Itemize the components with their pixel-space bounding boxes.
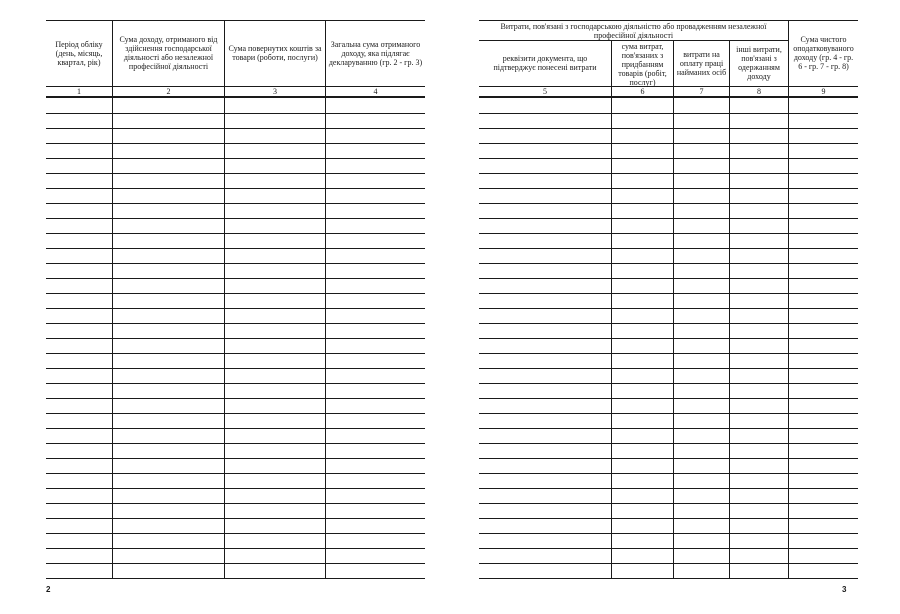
table-row (479, 353, 858, 354)
table-row (479, 413, 858, 414)
table-row (46, 578, 425, 579)
table-row (479, 188, 858, 189)
table-row (479, 113, 858, 114)
table-row (46, 338, 425, 339)
table-row (479, 233, 858, 234)
column-divider (611, 40, 612, 578)
header-expenses-group: Витрати, пов'язані з господарською діяльністю або провадженням незалежної професійної діяльності (500, 22, 767, 40)
table-row (479, 503, 858, 504)
table-row (46, 143, 425, 144)
table-row (46, 428, 425, 429)
table-row (479, 128, 858, 129)
table-row (46, 203, 425, 204)
table-row (479, 263, 858, 264)
table-row (479, 458, 858, 459)
table-row (46, 188, 425, 189)
table-row (479, 308, 858, 309)
table-row (479, 488, 858, 489)
table-row (479, 548, 858, 549)
column-number-7: 7 (699, 86, 704, 96)
table-row (479, 398, 858, 399)
table-row (46, 563, 425, 564)
column-divider (112, 20, 113, 578)
table-row (479, 218, 858, 219)
column-number-9: 9 (821, 86, 826, 96)
column-number-4: 4 (373, 86, 378, 96)
table-row (479, 368, 858, 369)
table-row (46, 128, 425, 129)
table-row (46, 233, 425, 234)
header-other-expenses: інші витрати, пов'язані з одержанням доходу (736, 45, 782, 81)
table-row (46, 173, 425, 174)
table-row (479, 518, 858, 519)
table-row (46, 278, 425, 279)
table-row (46, 473, 425, 474)
table-row (46, 368, 425, 369)
column-number-1: 1 (77, 86, 81, 96)
header-document-details: реквізити документа, що підтверджує понесені витрати (493, 54, 597, 72)
table-top-border (479, 20, 858, 21)
page-number: 2 (46, 585, 51, 594)
table-row (479, 203, 858, 204)
numbers-bottom-border (46, 96, 425, 98)
column-number-5: 5 (543, 86, 547, 96)
header-income-amount: Сума доходу, отриманого від здійснення господарської діяльності або незалежної професійної діяльності (119, 35, 218, 71)
header-net-taxable-income: Сума чистого оподатковуваного доходу (гр. 4 - гр. 6 - гр. 7 - гр. 8) (793, 35, 854, 71)
table-row (46, 458, 425, 459)
column-divider (788, 20, 789, 578)
header-goods-expenses: сума витрат, пов'язаних з придбанням товарів (робіт, послуг) (618, 41, 667, 87)
table-row (479, 158, 858, 159)
column-divider (729, 40, 730, 578)
table-row (46, 503, 425, 504)
header-labor-expenses: витрати на оплату праці найманих осіб (676, 49, 727, 77)
table-row (479, 293, 858, 294)
table-row (46, 518, 425, 519)
table-row (46, 353, 425, 354)
table-row (46, 383, 425, 384)
table-row (46, 248, 425, 249)
table-row (46, 443, 425, 444)
right-page (450, 0, 900, 614)
column-divider (673, 40, 674, 578)
header-returned-funds: Сума повернутих коштів за товари (роботи, послуги) (228, 44, 322, 62)
table-row (479, 173, 858, 174)
table-row (479, 323, 858, 324)
page-number: 3 (842, 585, 847, 594)
table-row (46, 218, 425, 219)
table-row (46, 548, 425, 549)
table-row (479, 338, 858, 339)
column-number-3: 3 (273, 86, 277, 96)
table-row (479, 428, 858, 429)
table-row (46, 113, 425, 114)
header-total-declared-income: Загальна сума отриманого доходу, яка підлягає декларуванню (гр. 2 - гр. 3) (328, 39, 423, 67)
column-divider (325, 20, 326, 578)
table-row (479, 278, 858, 279)
table-row (479, 563, 858, 564)
table-row (479, 383, 858, 384)
header-period: Період обліку (день, місяць, квартал, рік) (55, 39, 103, 67)
table-top-border (46, 20, 425, 21)
table-row (479, 143, 858, 144)
column-number-8: 8 (757, 86, 761, 96)
table-row (46, 413, 425, 414)
numbers-bottom-border (479, 96, 858, 98)
column-number-2: 2 (166, 86, 171, 96)
table-row (46, 308, 425, 309)
table-row (46, 323, 425, 324)
table-row (46, 158, 425, 159)
column-divider (224, 20, 225, 578)
table-row (46, 263, 425, 264)
table-row (479, 533, 858, 534)
table-row (46, 398, 425, 399)
table-row (46, 293, 425, 294)
table-row (479, 578, 858, 579)
table-row (479, 473, 858, 474)
table-row (46, 488, 425, 489)
table-row (479, 443, 858, 444)
table-row (46, 533, 425, 534)
column-number-6: 6 (640, 86, 645, 96)
table-row (479, 248, 858, 249)
